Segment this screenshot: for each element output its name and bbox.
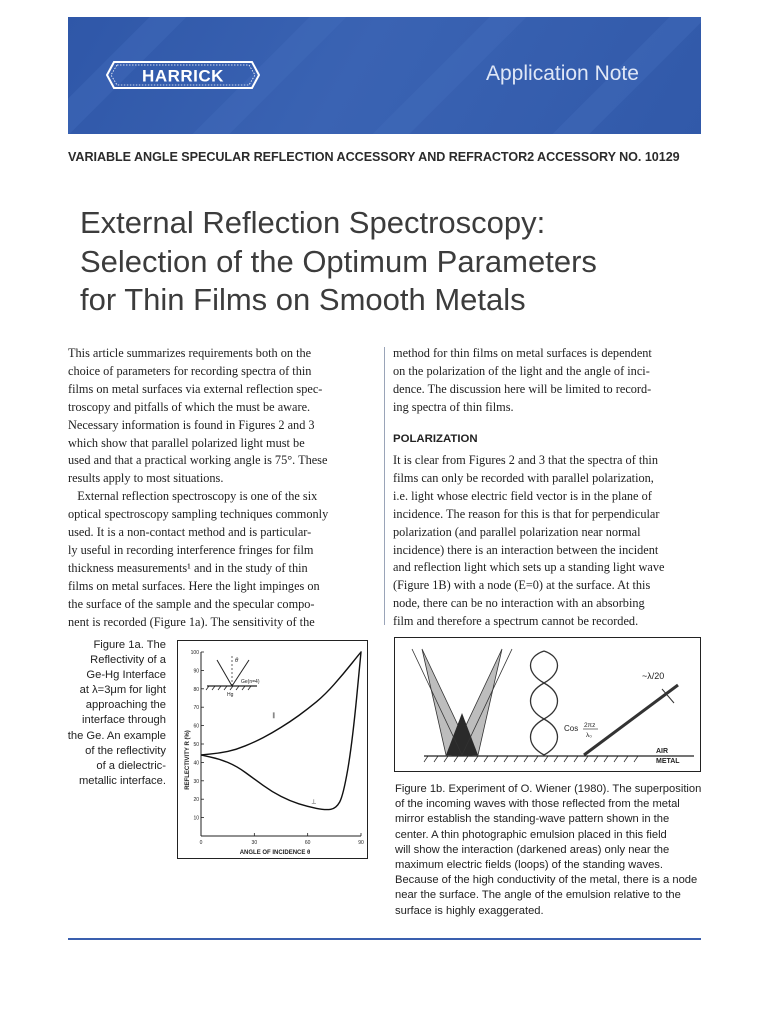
footer-rule	[68, 938, 701, 940]
y-tick-label: 50	[193, 742, 199, 748]
x-tick-label: 60	[304, 840, 311, 846]
y-tick-label: 20	[193, 797, 199, 804]
series-label: ⊥	[311, 799, 317, 806]
polarization-paragraph	[393, 452, 701, 631]
text-line: films can only be recorded with parallel polarization,	[393, 470, 654, 485]
text-line: films on metal surfaces. Here the light impinges on	[68, 578, 320, 593]
text-line: film and therefore a spectrum cannot be recorded.	[393, 614, 639, 629]
caption-line: of a dielectric-	[96, 759, 166, 772]
text-line: This article summarizes requirements both on the	[68, 346, 312, 360]
continuation-paragraph	[393, 345, 701, 417]
theta-label: θ	[235, 658, 239, 664]
y-tick-label: 30	[193, 778, 199, 785]
caption-line: will show the interaction (darkened areas) only near the	[395, 843, 670, 856]
caption-line: center. A thin photographic emulsion placed in this field	[395, 828, 667, 841]
text-line: used. It is a non-contact method and is particular-	[68, 525, 312, 540]
text-line: ly useful in recording interference fringes for film	[68, 542, 314, 557]
y-axis-label: REFLECTIVITY R (%)	[185, 730, 191, 790]
intro-paragraph	[68, 345, 374, 632]
text-line: choice of parameters for recording spectra of thin	[68, 363, 312, 378]
text-line: (Figure 1B) with a node (E=0) at the surface. At this	[393, 578, 651, 593]
metal-label: METAL	[656, 758, 680, 765]
x-tick-label: 90	[358, 840, 364, 846]
text-line: i.e. light whose electric field vector is in the plane of	[393, 488, 652, 503]
text-line: dence. The discussion here will be limited to record-	[393, 381, 652, 396]
title-line: Selection of the Optimum Parameters	[80, 243, 597, 279]
text-line: optical spectroscopy sampling techniques commonly	[68, 507, 329, 522]
x-tick-label: 30	[251, 840, 258, 846]
ge-label: Ge(n=4)	[241, 679, 260, 685]
caption-line: Figure 1a. The	[93, 639, 166, 651]
text-line: node, there can be no interaction with an absorbing	[393, 596, 645, 611]
text-line: which show that parallel polarized light must be	[68, 435, 305, 450]
logo-text: HARRICK	[142, 66, 224, 86]
title-line: for Thin Films on Smooth Metals	[80, 282, 526, 317]
text-line: method for thin films on metal surfaces is dependent	[393, 346, 652, 360]
y-tick-label: 60	[193, 723, 199, 730]
caption-line: maximum electric fields (loops) of the standing waves.	[395, 859, 663, 872]
thickness-label: ~λ/20	[642, 671, 665, 681]
y-tick-label: 100	[190, 650, 199, 656]
figure-frame	[178, 641, 368, 859]
air-label: AIR	[656, 748, 669, 755]
column-divider	[384, 347, 385, 625]
caption-line: Because of the high conductivity of the metal, there is a node	[395, 874, 698, 887]
x-tick-label: 0	[199, 840, 203, 846]
text-line: results apply to most situations.	[68, 471, 224, 486]
y-tick-label: 90	[193, 668, 199, 675]
caption-line: interface through	[82, 714, 166, 727]
text-line: nent is recorded (Figure 1a). The sensitivity of the	[68, 614, 315, 629]
caption-line: Ge-Hg Interface	[86, 669, 166, 682]
section-heading-polarization: POLARIZATION	[393, 433, 478, 445]
text-line: and reflection light which sets up a standing light wave	[393, 560, 665, 575]
caption-line: surface is highly exaggerated.	[395, 904, 544, 917]
hg-label: Hg	[227, 692, 234, 698]
text-line: incidence) there is an interaction between the incident	[393, 542, 659, 557]
text-line: ing spectra of thin films.	[393, 399, 514, 414]
series-label: ∥	[272, 713, 276, 720]
y-tick-label: 10	[193, 815, 199, 822]
text-line: used and that a practical working angle is 75°. These	[68, 453, 328, 468]
document-subtitle: VARIABLE ANGLE SPECULAR REFLECTION ACCESSORY AND REFRACTOR2 ACCESSORY NO. 10129	[68, 150, 680, 164]
text-line: on the polarization of the light and the angle of inci-	[393, 363, 650, 378]
text-line: polarization (and parallel polarization near normal	[393, 524, 641, 539]
title-line: External Reflection Spectroscopy:	[80, 205, 546, 240]
caption-line: near the surface. The angle of the emulsion relative to the	[395, 889, 681, 902]
figure-1a-chart	[177, 640, 368, 859]
caption-line: Reflectivity of a	[90, 654, 166, 667]
caption-line: mirror establish the standing-wave pattern shown in the	[395, 813, 670, 826]
text-line: Necessary information is found in Figures 2 and 3	[68, 417, 315, 432]
caption-line: at λ=3μm for light	[79, 684, 166, 697]
figure-1a-caption	[60, 638, 166, 789]
text-line: films on metal surfaces via external reflection spec-	[68, 381, 323, 396]
text-line: thickness measurements¹ and in the study of thin	[68, 560, 308, 575]
cos-label: Cos	[564, 724, 579, 733]
caption-line: metallic interface.	[78, 774, 166, 787]
caption-line: of the incoming waves with those reflected from the metal	[395, 798, 680, 811]
caption-line: of the reflectivity	[85, 744, 166, 757]
y-tick-label: 80	[193, 686, 199, 693]
x-axis-label: ANGLE OF INCIDENCE θ	[239, 850, 311, 856]
text-line: External reflection spectroscopy is one of the six	[68, 489, 318, 504]
y-tick-label: 40	[193, 760, 199, 767]
cos-numerator: 2πz	[584, 722, 596, 729]
application-note-label: Application Note	[486, 62, 639, 85]
cos-denominator: λ₀	[586, 732, 592, 739]
y-tick-label: 70	[193, 705, 199, 712]
text-line: the surface of the sample and the specular compo-	[68, 596, 315, 611]
text-line: It is clear from Figures 2 and 3 that the spectra of thin	[393, 453, 658, 467]
page-title	[80, 204, 720, 320]
caption-line: Figure 1b. Experiment of O. Wiener (1980). The superposition	[395, 783, 702, 795]
harrick-logo	[106, 60, 260, 90]
text-line: troscopy and pitfalls of which the must be aware.	[68, 399, 311, 414]
text-line: incidence. The reason for this is that for perpendicular	[393, 506, 660, 521]
figure-1b-diagram	[394, 637, 701, 772]
caption-line: approaching the	[85, 699, 166, 712]
figure-1b-caption	[395, 782, 705, 919]
caption-line: the Ge. An example	[67, 729, 166, 742]
